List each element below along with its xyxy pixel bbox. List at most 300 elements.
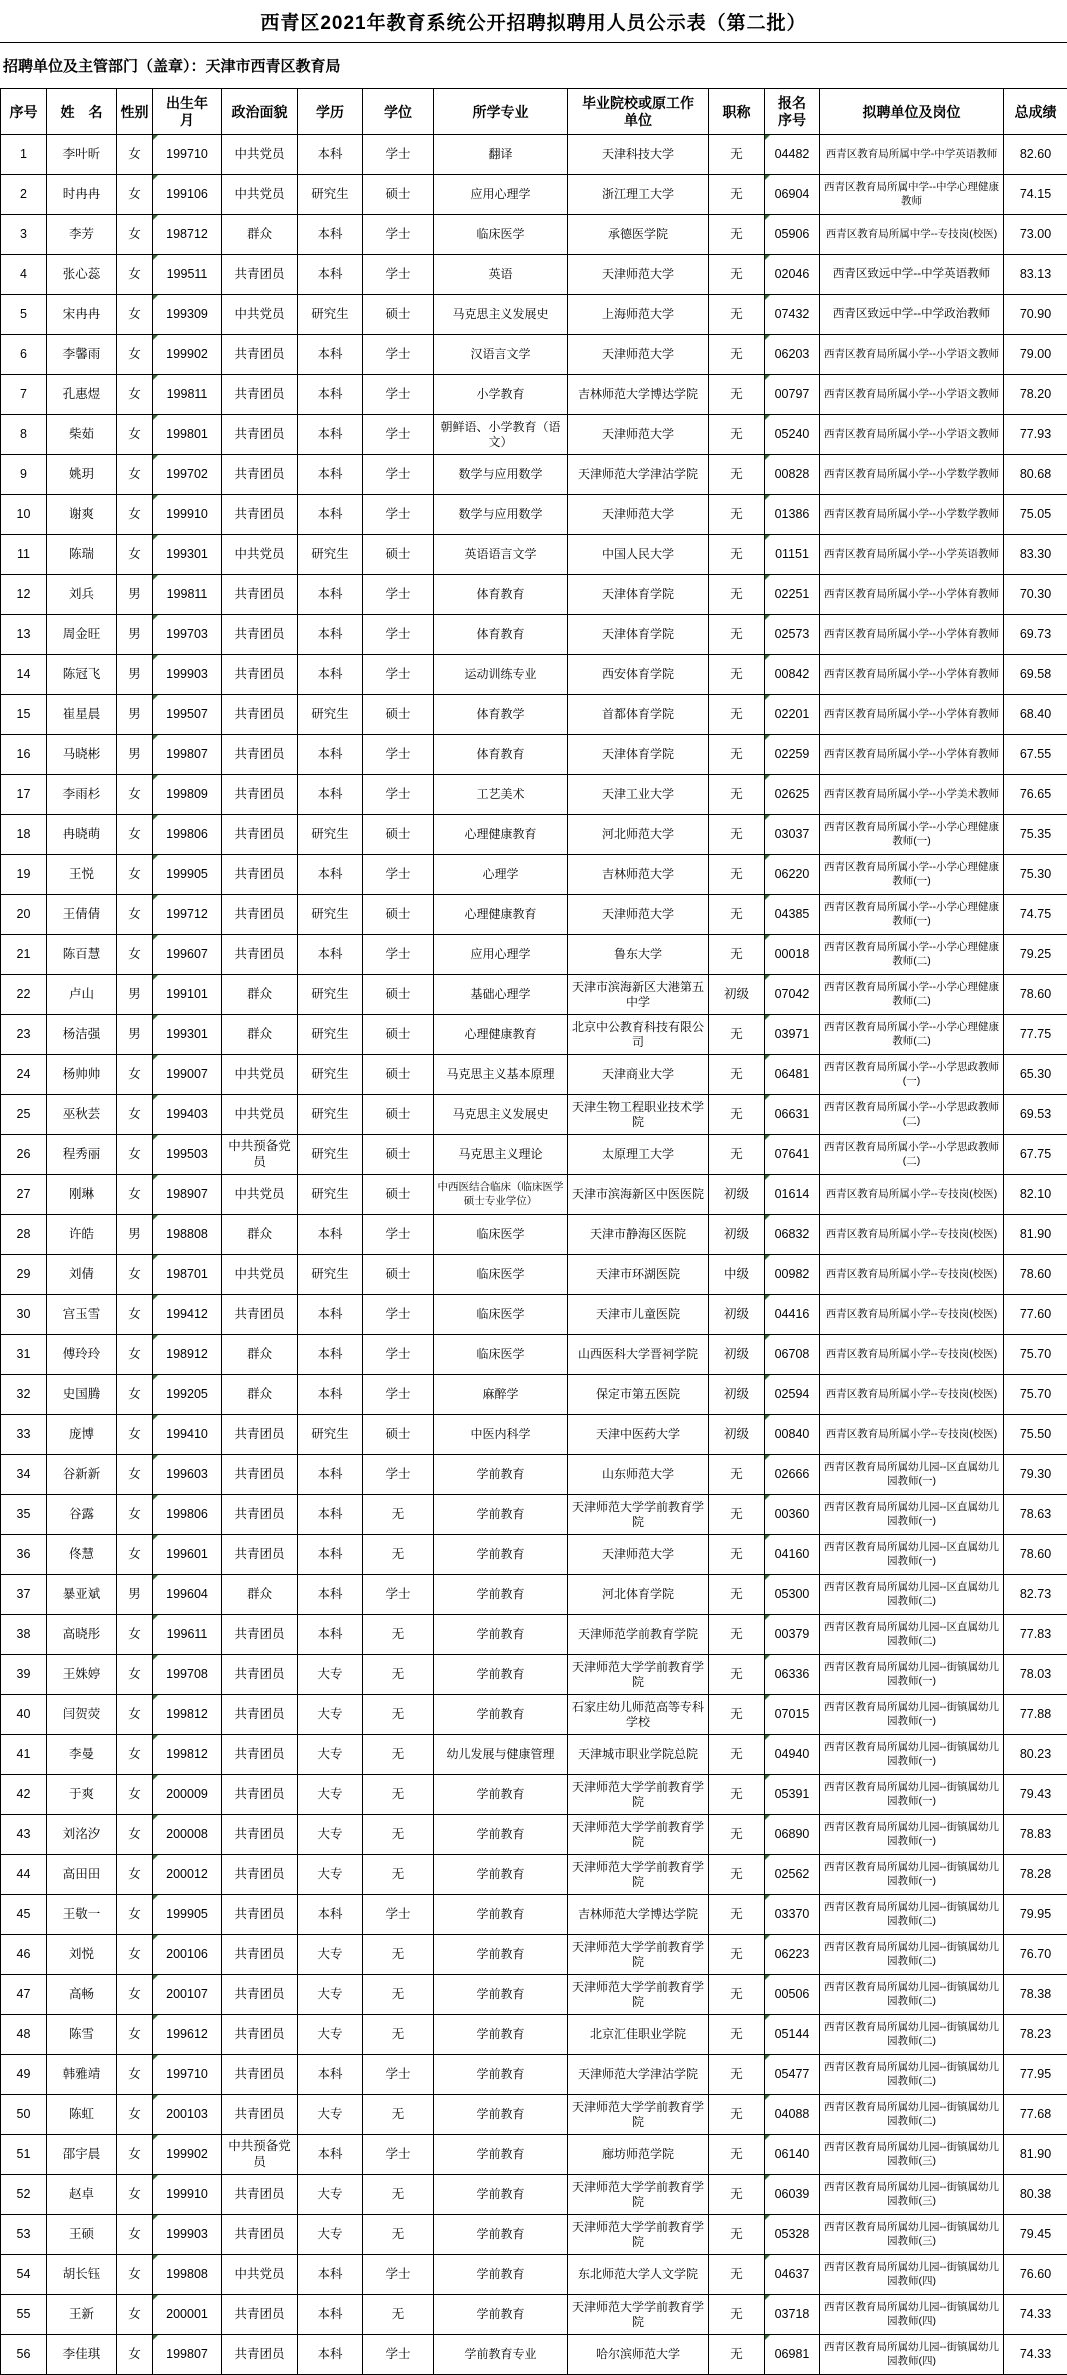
- cell-gender: 女: [117, 2095, 153, 2135]
- table-row: [1, 2015, 1067, 2055]
- cell-prof_title: 无: [709, 895, 765, 935]
- cell-birth: 199410: [153, 1415, 222, 1455]
- table-row: [1, 975, 1067, 1015]
- cell-name: 高畅: [47, 1975, 117, 2015]
- cell-num: 53: [1, 2215, 47, 2255]
- cell-reg_no: 02666: [765, 1455, 820, 1495]
- cell-reg_no: 04637: [765, 2255, 820, 2295]
- table-header: [1, 89, 1067, 135]
- cell-prof_title: 无: [709, 1575, 765, 1615]
- cell-birth: 199910: [153, 2175, 222, 2215]
- cell-political: 共青团员: [222, 815, 298, 855]
- cell-name: 姚玥: [47, 455, 117, 495]
- cell-gender: 女: [117, 1295, 153, 1335]
- cell-num: 56: [1, 2335, 47, 2375]
- cell-position: 西青区教育局所属幼儿园--街镇属幼儿园教师(一): [820, 1815, 1004, 1855]
- cell-birth: 200009: [153, 1775, 222, 1815]
- cell-political: 共青团员: [222, 255, 298, 295]
- cell-political: 群众: [222, 1335, 298, 1375]
- cell-birth: 199811: [153, 575, 222, 615]
- cell-education: 本科: [298, 255, 363, 295]
- cell-num: 54: [1, 2255, 47, 2295]
- cell-name: 暴亚斌: [47, 1575, 117, 1615]
- cell-gender: 女: [117, 1175, 153, 1215]
- cell-birth: 199807: [153, 2335, 222, 2375]
- cell-degree: 硕士: [363, 975, 434, 1015]
- cell-major: 学前教育: [434, 2055, 568, 2095]
- cell-education: 本科: [298, 1895, 363, 1935]
- cell-prof_title: 无: [709, 1495, 765, 1535]
- cell-major: 学前教育: [434, 2295, 568, 2335]
- cell-position: 西青区教育局所属小学--小学美术教师: [820, 775, 1004, 815]
- cell-gender: 女: [117, 535, 153, 575]
- cell-prof_title: 无: [709, 255, 765, 295]
- cell-num: 10: [1, 495, 47, 535]
- cell-reg_no: 04088: [765, 2095, 820, 2135]
- cell-degree: 硕士: [363, 815, 434, 855]
- cell-political: 共青团员: [222, 935, 298, 975]
- cell-school: 天津市滨海新区大港第五中学: [568, 975, 709, 1015]
- cell-reg_no: 02251: [765, 575, 820, 615]
- cell-major: 学前教育: [434, 2095, 568, 2135]
- cell-education: 本科: [298, 135, 363, 175]
- cell-degree: 硕士: [363, 1255, 434, 1295]
- cell-political: 共青团员: [222, 1935, 298, 1975]
- cell-degree: 学士: [363, 735, 434, 775]
- cell-education: 研究生: [298, 1055, 363, 1095]
- cell-political: 共青团员: [222, 1815, 298, 1855]
- cell-education: 研究生: [298, 1015, 363, 1055]
- cell-position: 西青区教育局所属幼儿园--街镇属幼儿园教师(三): [820, 2215, 1004, 2255]
- cell-prof_title: 无: [709, 135, 765, 175]
- cell-reg_no: 01386: [765, 495, 820, 535]
- cell-school: 天津师范大学: [568, 1535, 709, 1575]
- cell-prof_title: 无: [709, 2055, 765, 2095]
- cell-gender: 女: [117, 935, 153, 975]
- table-row: [1, 415, 1067, 455]
- cell-political: 群众: [222, 1375, 298, 1415]
- cell-name: 崔星晨: [47, 695, 117, 735]
- cell-degree: 硕士: [363, 535, 434, 575]
- cell-major: 马克思主义理论: [434, 1135, 568, 1175]
- cell-score: 68.40: [1004, 695, 1067, 735]
- cell-reg_no: 01151: [765, 535, 820, 575]
- column-header-school: [568, 89, 709, 135]
- cell-birth: 199811: [153, 375, 222, 415]
- cell-gender: 女: [117, 2015, 153, 2055]
- cell-degree: 学士: [363, 415, 434, 455]
- cell-school: 天津师范大学津沽学院: [568, 2055, 709, 2095]
- table-row: [1, 215, 1067, 255]
- cell-prof_title: 无: [709, 1055, 765, 1095]
- cell-major: 学前教育: [434, 1535, 568, 1575]
- cell-score: 83.30: [1004, 535, 1067, 575]
- cell-score: 78.23: [1004, 2015, 1067, 2055]
- cell-degree: 无: [363, 1855, 434, 1895]
- cell-major: 数学与应用数学: [434, 455, 568, 495]
- cell-position: 西青区教育局所属小学--小学思政教师(二): [820, 1095, 1004, 1135]
- cell-school: 河北体育学院: [568, 1575, 709, 1615]
- cell-birth: 199301: [153, 1015, 222, 1055]
- cell-school: 天津商业大学: [568, 1055, 709, 1095]
- cell-gender: 女: [117, 1735, 153, 1775]
- column-header-major: [434, 89, 568, 135]
- cell-political: 共青团员: [222, 575, 298, 615]
- cell-name: 王新: [47, 2295, 117, 2335]
- cell-major: 学前教育: [434, 2015, 568, 2055]
- column-header-label: 出生年月: [165, 95, 210, 129]
- cell-education: 大专: [298, 2175, 363, 2215]
- column-header-score: [1004, 89, 1067, 135]
- cell-score: 73.00: [1004, 215, 1067, 255]
- cell-major: 学前教育: [434, 1615, 568, 1655]
- cell-education: 大专: [298, 1815, 363, 1855]
- cell-position: 西青区教育局所属小学--小学英语教师: [820, 535, 1004, 575]
- cell-major: 小学教育: [434, 375, 568, 415]
- cell-score: 82.73: [1004, 1575, 1067, 1615]
- cell-name: 邵宇晨: [47, 2135, 117, 2175]
- cell-position: 西青区教育局所属小学--小学体育教师: [820, 655, 1004, 695]
- cell-reg_no: 06904: [765, 175, 820, 215]
- cell-position: 西青区教育局所属小学--小学心理健康教师(一): [820, 895, 1004, 935]
- cell-name: 陈百慧: [47, 935, 117, 975]
- cell-name: 于爽: [47, 1775, 117, 1815]
- cell-degree: 学士: [363, 1895, 434, 1935]
- cell-political: 中共预备党员: [222, 1135, 298, 1175]
- cell-education: 本科: [298, 855, 363, 895]
- cell-num: 33: [1, 1415, 47, 1455]
- cell-name: 傅玲玲: [47, 1335, 117, 1375]
- cell-name: 陈瑞: [47, 535, 117, 575]
- cell-num: 26: [1, 1135, 47, 1175]
- cell-score: 70.30: [1004, 575, 1067, 615]
- cell-reg_no: 04940: [765, 1735, 820, 1775]
- cell-political: 共青团员: [222, 1655, 298, 1695]
- cell-political: 中共党员: [222, 175, 298, 215]
- cell-num: 49: [1, 2055, 47, 2095]
- cell-score: 75.50: [1004, 1415, 1067, 1455]
- cell-political: 共青团员: [222, 1895, 298, 1935]
- cell-reg_no: 02573: [765, 615, 820, 655]
- cell-score: 67.55: [1004, 735, 1067, 775]
- cell-score: 78.38: [1004, 1975, 1067, 2015]
- table-row: [1, 1615, 1067, 1655]
- cell-birth: 199611: [153, 1615, 222, 1655]
- cell-num: 11: [1, 535, 47, 575]
- cell-num: 30: [1, 1295, 47, 1335]
- cell-position: 西青区教育局所属幼儿园--区直属幼儿园教师(二): [820, 1575, 1004, 1615]
- cell-reg_no: 05328: [765, 2215, 820, 2255]
- cell-school: 上海师范大学: [568, 295, 709, 335]
- cell-school: 天津师范大学津沽学院: [568, 455, 709, 495]
- cell-num: 43: [1, 1815, 47, 1855]
- cell-education: 本科: [298, 1615, 363, 1655]
- cell-school: 天津市环湖医院: [568, 1255, 709, 1295]
- cell-num: 7: [1, 375, 47, 415]
- cell-name: 孔惠煜: [47, 375, 117, 415]
- cell-gender: 女: [117, 1855, 153, 1895]
- cell-major: 学前教育: [434, 2135, 568, 2175]
- table-row: [1, 655, 1067, 695]
- cell-position: 西青区教育局所属幼儿园--街镇属幼儿园教师(二): [820, 2055, 1004, 2095]
- cell-birth: 200008: [153, 1815, 222, 1855]
- cell-political: 中共党员: [222, 1095, 298, 1135]
- cell-major: 英语语言文学: [434, 535, 568, 575]
- column-header-label: 报名序号: [777, 95, 808, 129]
- cell-gender: 女: [117, 1135, 153, 1175]
- cell-prof_title: 初级: [709, 1215, 765, 1255]
- cell-name: 王倩倩: [47, 895, 117, 935]
- cell-score: 74.33: [1004, 2295, 1067, 2335]
- cell-school: 天津市滨海新区中医医院: [568, 1175, 709, 1215]
- cell-position: 西青区教育局所属幼儿园--街镇属幼儿园教师(一): [820, 1655, 1004, 1695]
- cell-birth: 200106: [153, 1935, 222, 1975]
- cell-major: 临床医学: [434, 1255, 568, 1295]
- cell-prof_title: 无: [709, 2335, 765, 2375]
- cell-score: 76.60: [1004, 2255, 1067, 2295]
- column-header-degree: [363, 89, 434, 135]
- table-row: [1, 1535, 1067, 1575]
- cell-reg_no: 06481: [765, 1055, 820, 1095]
- table-row: [1, 1495, 1067, 1535]
- cell-political: 中共党员: [222, 135, 298, 175]
- cell-school: 天津师范大学学前教育学院: [568, 2175, 709, 2215]
- cell-school: 廊坊师范学院: [568, 2135, 709, 2175]
- cell-birth: 199809: [153, 775, 222, 815]
- cell-degree: 学士: [363, 2055, 434, 2095]
- cell-birth: 199702: [153, 455, 222, 495]
- cell-prof_title: 无: [709, 735, 765, 775]
- cell-reg_no: 03037: [765, 815, 820, 855]
- cell-political: 共青团员: [222, 655, 298, 695]
- cell-education: 本科: [298, 775, 363, 815]
- cell-degree: 硕士: [363, 295, 434, 335]
- cell-birth: 199205: [153, 1375, 222, 1415]
- cell-major: 朝鲜语、小学教育（语文）: [434, 415, 568, 455]
- cell-name: 陈冠飞: [47, 655, 117, 695]
- cell-political: 中共党员: [222, 1175, 298, 1215]
- cell-position: 西青区教育局所属小学--小学思政教师(二): [820, 1135, 1004, 1175]
- page-title: 西青区2021年教育系统公开招聘拟聘用人员公示表（第二批）: [0, 0, 1067, 43]
- cell-num: 17: [1, 775, 47, 815]
- cell-prof_title: 无: [709, 1015, 765, 1055]
- cell-gender: 女: [117, 1975, 153, 2015]
- table-row: [1, 175, 1067, 215]
- cell-num: 23: [1, 1015, 47, 1055]
- cell-gender: 女: [117, 2215, 153, 2255]
- cell-degree: 学士: [363, 375, 434, 415]
- cell-degree: 学士: [363, 655, 434, 695]
- cell-education: 研究生: [298, 1415, 363, 1455]
- cell-major: 学前教育: [434, 2175, 568, 2215]
- cell-num: 16: [1, 735, 47, 775]
- cell-name: 谷新新: [47, 1455, 117, 1495]
- cell-degree: 无: [363, 1615, 434, 1655]
- cell-score: 78.60: [1004, 1255, 1067, 1295]
- cell-degree: 学士: [363, 1295, 434, 1335]
- cell-political: 共青团员: [222, 615, 298, 655]
- cell-position: 西青区教育局所属幼儿园--区直属幼儿园教师(二): [820, 1615, 1004, 1655]
- cell-gender: 女: [117, 1255, 153, 1295]
- cell-name: 王悦: [47, 855, 117, 895]
- cell-school: 天津中医药大学: [568, 1415, 709, 1455]
- cell-degree: 学士: [363, 215, 434, 255]
- cell-gender: 女: [117, 135, 153, 175]
- table-row: [1, 615, 1067, 655]
- cell-degree: 无: [363, 2215, 434, 2255]
- cell-education: 研究生: [298, 1175, 363, 1215]
- cell-degree: 学士: [363, 455, 434, 495]
- cell-num: 3: [1, 215, 47, 255]
- cell-name: 李馨雨: [47, 335, 117, 375]
- cell-reg_no: 00982: [765, 1255, 820, 1295]
- cell-num: 51: [1, 2135, 47, 2175]
- cell-school: 天津师范大学: [568, 335, 709, 375]
- cell-major: 临床医学: [434, 1295, 568, 1335]
- cell-school: 天津师范大学学前教育学院: [568, 1975, 709, 2015]
- cell-score: 80.38: [1004, 2175, 1067, 2215]
- cell-prof_title: 无: [709, 655, 765, 695]
- cell-political: 共青团员: [222, 495, 298, 535]
- cell-score: 78.63: [1004, 1495, 1067, 1535]
- table-row: [1, 1815, 1067, 1855]
- cell-num: 12: [1, 575, 47, 615]
- cell-score: 83.13: [1004, 255, 1067, 295]
- cell-name: 王硕: [47, 2215, 117, 2255]
- table-row: [1, 535, 1067, 575]
- cell-reg_no: 02259: [765, 735, 820, 775]
- cell-name: 许皓: [47, 1215, 117, 1255]
- cell-political: 中共党员: [222, 295, 298, 335]
- column-header-label: 序号: [10, 104, 38, 121]
- table-row: [1, 2215, 1067, 2255]
- cell-gender: 女: [117, 1375, 153, 1415]
- cell-position: 西青区教育局所属小学--小学语文教师: [820, 415, 1004, 455]
- cell-education: 本科: [298, 1335, 363, 1375]
- cell-degree: 学士: [363, 255, 434, 295]
- column-header-label: 学位: [384, 104, 412, 121]
- cell-education: 本科: [298, 2255, 363, 2295]
- cell-political: 共青团员: [222, 1775, 298, 1815]
- cell-position: 西青区教育局所属幼儿园--街镇属幼儿园教师(一): [820, 1695, 1004, 1735]
- cell-major: 数学与应用数学: [434, 495, 568, 535]
- cell-position: 西青区致远中学--中学英语教师: [820, 255, 1004, 295]
- cell-gender: 女: [117, 175, 153, 215]
- cell-reg_no: 02201: [765, 695, 820, 735]
- cell-name: 程秀丽: [47, 1135, 117, 1175]
- cell-position: 西青区教育局所属小学--小学数学教师: [820, 495, 1004, 535]
- cell-school: 天津师范大学: [568, 255, 709, 295]
- cell-degree: 无: [363, 1655, 434, 1695]
- cell-prof_title: 无: [709, 1655, 765, 1695]
- cell-major: 麻醉学: [434, 1375, 568, 1415]
- cell-num: 37: [1, 1575, 47, 1615]
- cell-major: 马克思主义基本原理: [434, 1055, 568, 1095]
- cell-birth: 199708: [153, 1655, 222, 1695]
- cell-degree: 学士: [363, 335, 434, 375]
- cell-name: 马晓彬: [47, 735, 117, 775]
- cell-political: 中共党员: [222, 1055, 298, 1095]
- cell-major: 学前教育: [434, 1855, 568, 1895]
- cell-birth: 199507: [153, 695, 222, 735]
- cell-birth: 199603: [153, 1455, 222, 1495]
- cell-education: 本科: [298, 215, 363, 255]
- cell-num: 21: [1, 935, 47, 975]
- column-header-gender: [117, 89, 153, 135]
- cell-degree: 学士: [363, 2135, 434, 2175]
- cell-position: 西青区教育局所属幼儿园--街镇属幼儿园教师(二): [820, 1935, 1004, 1975]
- cell-position: 西青区教育局所属小学--专技岗(校医): [820, 1415, 1004, 1455]
- cell-degree: 无: [363, 1495, 434, 1535]
- cell-degree: 无: [363, 1935, 434, 1975]
- cell-gender: 女: [117, 895, 153, 935]
- cell-position: 西青区教育局所属幼儿园--街镇属幼儿园教师(二): [820, 2015, 1004, 2055]
- cell-school: 石家庄幼儿师范高等专科学校: [568, 1695, 709, 1735]
- table-row: [1, 1415, 1067, 1455]
- cell-prof_title: 无: [709, 855, 765, 895]
- cell-education: 本科: [298, 335, 363, 375]
- cell-education: 本科: [298, 1535, 363, 1575]
- cell-major: 英语: [434, 255, 568, 295]
- table-row: [1, 815, 1067, 855]
- cell-school: 吉林师范大学博达学院: [568, 1895, 709, 1935]
- cell-name: 王敬一: [47, 1895, 117, 1935]
- cell-reg_no: 06223: [765, 1935, 820, 1975]
- cell-score: 77.93: [1004, 415, 1067, 455]
- cell-name: 宫玉雪: [47, 1295, 117, 1335]
- cell-birth: 199601: [153, 1535, 222, 1575]
- cell-num: 9: [1, 455, 47, 495]
- cell-reg_no: 01614: [765, 1175, 820, 1215]
- cell-prof_title: 初级: [709, 975, 765, 1015]
- table-row: [1, 1575, 1067, 1615]
- table-row: [1, 2175, 1067, 2215]
- cell-position: 西青区教育局所属幼儿园--街镇属幼儿园教师(一): [820, 1775, 1004, 1815]
- table-row: [1, 295, 1067, 335]
- cell-reg_no: 00360: [765, 1495, 820, 1535]
- cell-birth: 199106: [153, 175, 222, 215]
- cell-education: 研究生: [298, 175, 363, 215]
- cell-birth: 199703: [153, 615, 222, 655]
- cell-school: 鲁东大学: [568, 935, 709, 975]
- cell-reg_no: 06336: [765, 1655, 820, 1695]
- cell-num: 14: [1, 655, 47, 695]
- cell-education: 本科: [298, 935, 363, 975]
- cell-education: 本科: [298, 495, 363, 535]
- cell-school: 天津体育学院: [568, 615, 709, 655]
- cell-score: 75.05: [1004, 495, 1067, 535]
- cell-name: 胡长钰: [47, 2255, 117, 2295]
- cell-school: 天津师范大学: [568, 895, 709, 935]
- roster-table: [0, 88, 1067, 2375]
- table-row: [1, 775, 1067, 815]
- cell-prof_title: 无: [709, 1535, 765, 1575]
- cell-gender: 男: [117, 1015, 153, 1055]
- cell-gender: 女: [117, 2175, 153, 2215]
- table-body: [1, 135, 1067, 2375]
- cell-degree: 硕士: [363, 175, 434, 215]
- cell-reg_no: 04160: [765, 1535, 820, 1575]
- cell-reg_no: 04385: [765, 895, 820, 935]
- cell-position: 西青区教育局所属中学--专技岗(校医): [820, 215, 1004, 255]
- cell-school: 吉林师范大学: [568, 855, 709, 895]
- cell-school: 西安体育学院: [568, 655, 709, 695]
- cell-political: 共青团员: [222, 735, 298, 775]
- cell-gender: 女: [117, 1095, 153, 1135]
- cell-position: 西青区教育局所属中学-中学英语教师: [820, 135, 1004, 175]
- cell-prof_title: 无: [709, 1895, 765, 1935]
- cell-reg_no: 06708: [765, 1335, 820, 1375]
